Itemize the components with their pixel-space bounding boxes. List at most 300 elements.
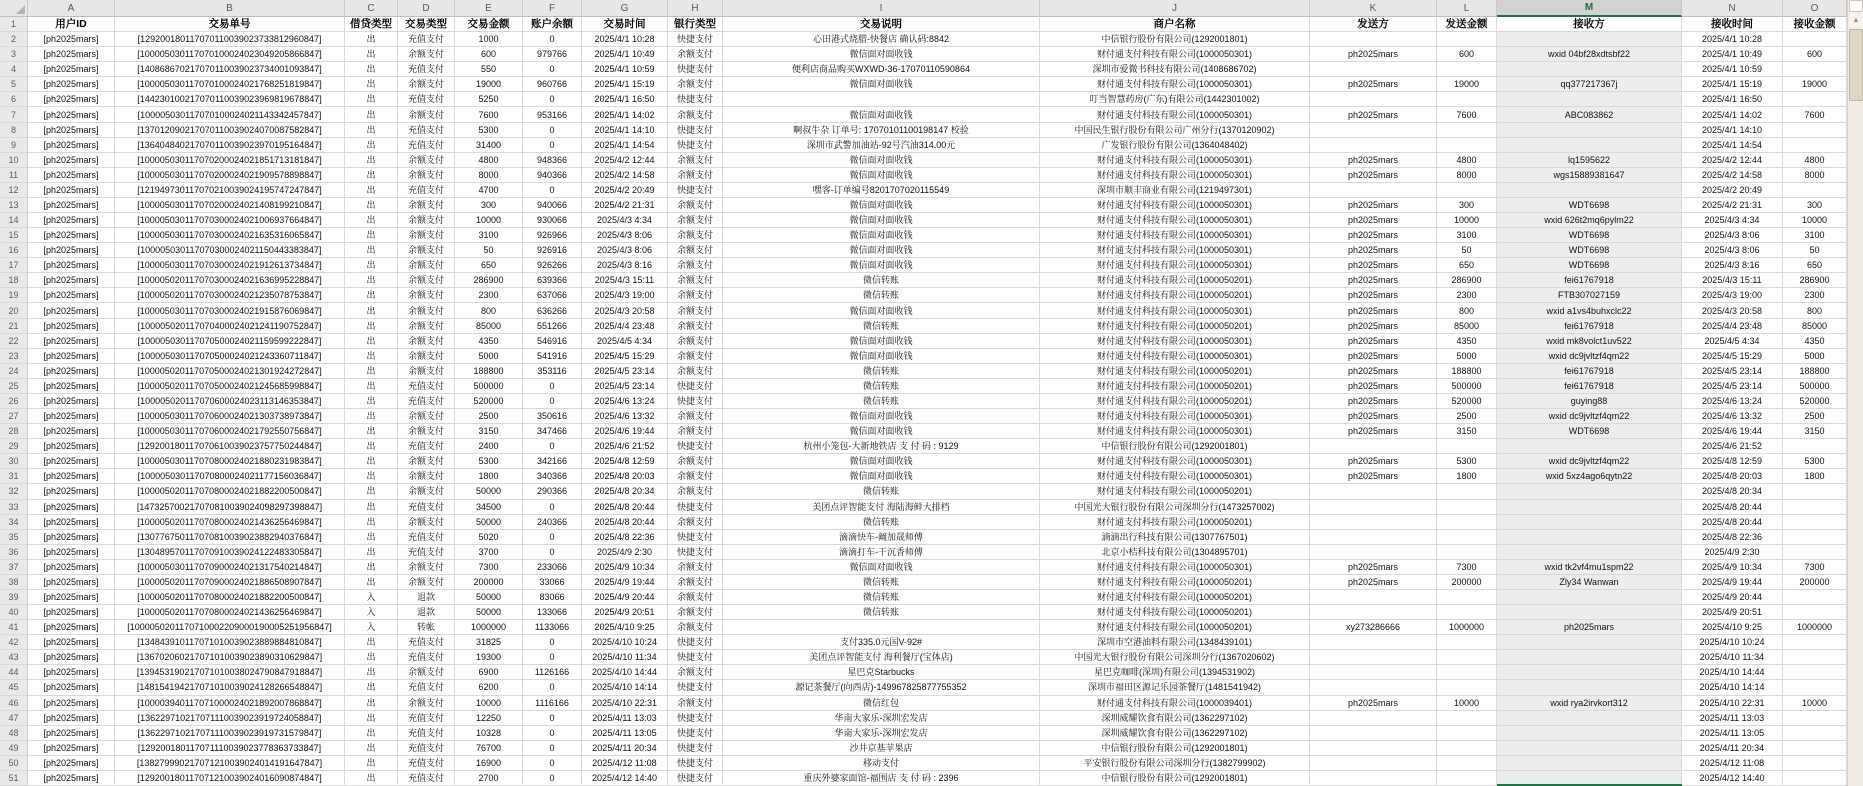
cell-F20[interactable]: 636266: [523, 303, 582, 318]
cell-J3[interactable]: 财付通支付科技有限公司(1000050301): [1040, 47, 1310, 62]
cell-I51[interactable]: 重庆外婆家面馆-福围店 支 付 码 : 2396: [723, 771, 1040, 786]
cell-O8[interactable]: [1783, 123, 1847, 138]
cell-B21[interactable]: [100005020117070400024021241190752847]: [115, 319, 345, 334]
cell-B39[interactable]: [100005020117070800024021882200500847]: [115, 590, 345, 605]
cell-F40[interactable]: 133066: [523, 605, 582, 620]
cell-I44[interactable]: 星巴克Starbucks: [723, 665, 1040, 680]
cell-M32[interactable]: [1497, 484, 1682, 499]
cell-G48[interactable]: 2025/4/11 13:05: [582, 726, 668, 741]
cell-L22[interactable]: 4350: [1437, 334, 1497, 349]
cell-E39[interactable]: 50000: [455, 590, 523, 605]
cell-G11[interactable]: 2025/4/2 14:58: [582, 168, 668, 183]
cell-N37[interactable]: 2025/4/9 10:34: [1682, 560, 1783, 575]
cell-B4[interactable]: [140868670217070110039023734001093847]: [115, 62, 345, 77]
cell-C38[interactable]: 出: [345, 575, 398, 590]
cell-B20[interactable]: [100005030117070300024021915876069847]: [115, 303, 345, 318]
cell-B3[interactable]: [100005030117070100024023049205866847]: [115, 47, 345, 62]
cell-D4[interactable]: 充值支付: [398, 62, 455, 77]
cell-J51[interactable]: 中信银行股份有限公司(1292001801): [1040, 771, 1310, 786]
row-number[interactable]: 19: [0, 288, 28, 303]
cell-J47[interactable]: 深圳威耀饮食有限公司(1362297102): [1040, 711, 1310, 726]
cell-O5[interactable]: 19000: [1783, 77, 1847, 92]
cell-F6[interactable]: 0: [523, 92, 582, 107]
cell-J1[interactable]: 商户名称: [1040, 17, 1310, 32]
cell-D1[interactable]: 交易类型: [398, 17, 455, 32]
cell-K46[interactable]: ph2025mars: [1310, 696, 1437, 711]
cell-J31[interactable]: 财付通支付科技有限公司(1000050301): [1040, 469, 1310, 484]
cell-N48[interactable]: 2025/4/11 13:05: [1682, 726, 1783, 741]
cell-E20[interactable]: 800: [455, 303, 523, 318]
cell-A25[interactable]: [ph2025mars]: [28, 379, 115, 394]
cell-L28[interactable]: 3150: [1437, 424, 1497, 439]
cell-E38[interactable]: 200000: [455, 575, 523, 590]
cell-A24[interactable]: [ph2025mars]: [28, 364, 115, 379]
cell-N13[interactable]: 2025/4/2 21:31: [1682, 198, 1783, 213]
cell-D8[interactable]: 充值支付: [398, 123, 455, 138]
cell-I7[interactable]: 微信面对面收钱: [723, 107, 1040, 122]
cell-H37[interactable]: 余额支付: [668, 560, 723, 575]
cell-B32[interactable]: [100005020117070800024021882200500847]: [115, 484, 345, 499]
cell-I23[interactable]: 微信面对面收钱: [723, 349, 1040, 364]
cell-C7[interactable]: 出: [345, 107, 398, 122]
cell-L1[interactable]: 发送金额: [1437, 17, 1497, 32]
cell-A36[interactable]: [ph2025mars]: [28, 545, 115, 560]
cell-K44[interactable]: [1310, 665, 1437, 680]
cell-J18[interactable]: 财付通支付科技有限公司(1000050201): [1040, 273, 1310, 288]
cell-O17[interactable]: 650: [1783, 258, 1847, 273]
cell-J36[interactable]: 北京小桔科技有限公司(1304895701): [1040, 545, 1310, 560]
cell-F47[interactable]: 0: [523, 711, 582, 726]
cell-H40[interactable]: 余额支付: [668, 605, 723, 620]
cell-B51[interactable]: [129200180117071210039024016090874847]: [115, 771, 345, 786]
cell-F10[interactable]: 948366: [523, 153, 582, 168]
cell-D49[interactable]: 充值支付: [398, 741, 455, 756]
cell-E15[interactable]: 3100: [455, 228, 523, 243]
cell-G20[interactable]: 2025/4/3 20:58: [582, 303, 668, 318]
cell-O50[interactable]: [1783, 756, 1847, 771]
cell-I31[interactable]: 微信面对面收钱: [723, 469, 1040, 484]
cell-M43[interactable]: [1497, 650, 1682, 665]
cell-N35[interactable]: 2025/4/8 22:36: [1682, 530, 1783, 545]
cell-C30[interactable]: 出: [345, 454, 398, 469]
cell-D16[interactable]: 余额支付: [398, 243, 455, 258]
cell-O29[interactable]: [1783, 439, 1847, 454]
cell-F24[interactable]: 353116: [523, 364, 582, 379]
cell-N6[interactable]: 2025/4/1 16:50: [1682, 92, 1783, 107]
cell-O20[interactable]: 800: [1783, 303, 1847, 318]
cell-B11[interactable]: [100005030117070200024021909578898847]: [115, 168, 345, 183]
cell-E7[interactable]: 7600: [455, 107, 523, 122]
cell-E46[interactable]: 10000: [455, 696, 523, 711]
scroll-up-button[interactable]: [1849, 13, 1863, 28]
column-letter-O[interactable]: O: [1783, 0, 1847, 17]
cell-A21[interactable]: [ph2025mars]: [28, 319, 115, 334]
cell-M21[interactable]: fei61767918: [1497, 319, 1682, 334]
cell-C51[interactable]: 出: [345, 771, 398, 786]
cell-A23[interactable]: [ph2025mars]: [28, 349, 115, 364]
cell-E50[interactable]: 16900: [455, 756, 523, 771]
cell-N8[interactable]: 2025/4/1 14:10: [1682, 123, 1783, 138]
cell-H8[interactable]: 快捷支付: [668, 123, 723, 138]
cell-F26[interactable]: 0: [523, 394, 582, 409]
scroll-split-handle[interactable]: [1849, 0, 1863, 12]
cell-J9[interactable]: 广发银行股份有限公司(1364048402): [1040, 138, 1310, 153]
cell-O10[interactable]: 4800: [1783, 153, 1847, 168]
cell-H10[interactable]: 余额支付: [668, 153, 723, 168]
cell-E25[interactable]: 500000: [455, 379, 523, 394]
cell-L20[interactable]: 800: [1437, 303, 1497, 318]
cell-J27[interactable]: 财付通支付科技有限公司(1000050301): [1040, 409, 1310, 424]
cell-J32[interactable]: 财付通支付科技有限公司(1000050201): [1040, 484, 1310, 499]
cell-H45[interactable]: 快捷支付: [668, 680, 723, 695]
cell-E11[interactable]: 8000: [455, 168, 523, 183]
cell-I14[interactable]: 微信面对面收钱: [723, 213, 1040, 228]
cell-N51[interactable]: 2025/4/12 14:40: [1682, 771, 1783, 786]
cell-B50[interactable]: [138279990217071210039024014191647847]: [115, 756, 345, 771]
cell-K3[interactable]: ph2025mars: [1310, 47, 1437, 62]
cell-M22[interactable]: wxid mk8volct1uv522: [1497, 334, 1682, 349]
cell-A17[interactable]: [ph2025mars]: [28, 258, 115, 273]
cell-D42[interactable]: 充值支付: [398, 635, 455, 650]
cell-F25[interactable]: 0: [523, 379, 582, 394]
cell-E48[interactable]: 10328: [455, 726, 523, 741]
cell-K31[interactable]: ph2025mars: [1310, 469, 1437, 484]
cell-C12[interactable]: 出: [345, 183, 398, 198]
cell-D32[interactable]: 余额支付: [398, 484, 455, 499]
cell-E40[interactable]: 50000: [455, 605, 523, 620]
cell-O32[interactable]: [1783, 484, 1847, 499]
cell-J4[interactable]: 深圳市爱微书科技有限公司(1408686702): [1040, 62, 1310, 77]
cell-L6[interactable]: [1437, 92, 1497, 107]
cell-I20[interactable]: 微信面对面收钱: [723, 303, 1040, 318]
cell-G25[interactable]: 2025/4/5 23:14: [582, 379, 668, 394]
cell-D20[interactable]: 余额支付: [398, 303, 455, 318]
row-number[interactable]: 46: [0, 696, 28, 711]
cell-J26[interactable]: 财付通支付科技有限公司(1000050201): [1040, 394, 1310, 409]
cell-L11[interactable]: 8000: [1437, 168, 1497, 183]
cell-F17[interactable]: 926266: [523, 258, 582, 273]
cell-I1[interactable]: 交易说明: [723, 17, 1040, 32]
cell-E36[interactable]: 3700: [455, 545, 523, 560]
cell-G21[interactable]: 2025/4/4 23:48: [582, 319, 668, 334]
cell-L2[interactable]: [1437, 32, 1497, 47]
cell-N5[interactable]: 2025/4/1 15:19: [1682, 77, 1783, 92]
cell-I46[interactable]: 微信红包: [723, 696, 1040, 711]
row-number[interactable]: 38: [0, 575, 28, 590]
cell-C42[interactable]: 出: [345, 635, 398, 650]
cell-H38[interactable]: 余额支付: [668, 575, 723, 590]
cell-J38[interactable]: 财付通支付科技有限公司(1000050201): [1040, 575, 1310, 590]
cell-M47[interactable]: [1497, 711, 1682, 726]
cell-C39[interactable]: 入: [345, 590, 398, 605]
cell-A38[interactable]: [ph2025mars]: [28, 575, 115, 590]
cell-E24[interactable]: 188800: [455, 364, 523, 379]
cell-M1[interactable]: 接收方: [1497, 17, 1682, 32]
row-number[interactable]: 24: [0, 364, 28, 379]
cell-M42[interactable]: [1497, 635, 1682, 650]
cell-G17[interactable]: 2025/4/3 8:16: [582, 258, 668, 273]
cell-N7[interactable]: 2025/4/1 14:02: [1682, 107, 1783, 122]
row-number[interactable]: 45: [0, 680, 28, 695]
cell-I34[interactable]: 微信转账: [723, 515, 1040, 530]
cell-J5[interactable]: 财付通支付科技有限公司(1000050301): [1040, 77, 1310, 92]
cell-G49[interactable]: 2025/4/11 20:34: [582, 741, 668, 756]
cell-B40[interactable]: [100005020117070800024021436256469847]: [115, 605, 345, 620]
cell-C11[interactable]: 出: [345, 168, 398, 183]
cell-F9[interactable]: 0: [523, 138, 582, 153]
cell-N23[interactable]: 2025/4/5 15:29: [1682, 349, 1783, 364]
cell-A51[interactable]: [ph2025mars]: [28, 771, 115, 786]
cell-A3[interactable]: [ph2025mars]: [28, 47, 115, 62]
cell-B46[interactable]: [100003940117071000024021892007868847]: [115, 696, 345, 711]
cell-O48[interactable]: [1783, 726, 1847, 741]
column-letter-M[interactable]: M: [1497, 0, 1682, 17]
cell-M19[interactable]: FTB307027159: [1497, 288, 1682, 303]
cell-E4[interactable]: 550: [455, 62, 523, 77]
cell-K7[interactable]: ph2025mars: [1310, 107, 1437, 122]
row-number[interactable]: 47: [0, 711, 28, 726]
cell-F42[interactable]: 0: [523, 635, 582, 650]
cell-K38[interactable]: ph2025mars: [1310, 575, 1437, 590]
cell-J35[interactable]: 滴滴出行科技有限公司(1307767501): [1040, 530, 1310, 545]
cell-C27[interactable]: 出: [345, 409, 398, 424]
row-number[interactable]: 51: [0, 771, 28, 786]
cell-D6[interactable]: 充值支付: [398, 92, 455, 107]
cell-L7[interactable]: 7600: [1437, 107, 1497, 122]
cell-D10[interactable]: 余额支付: [398, 153, 455, 168]
cell-L25[interactable]: 500000: [1437, 379, 1497, 394]
cell-C44[interactable]: 出: [345, 665, 398, 680]
cell-K11[interactable]: ph2025mars: [1310, 168, 1437, 183]
cell-F44[interactable]: 1126166: [523, 665, 582, 680]
cell-D35[interactable]: 充值支付: [398, 530, 455, 545]
cell-K16[interactable]: ph2025mars: [1310, 243, 1437, 258]
cell-D37[interactable]: 余额支付: [398, 560, 455, 575]
cell-G50[interactable]: 2025/4/12 11:08: [582, 756, 668, 771]
cell-E2[interactable]: 1000: [455, 32, 523, 47]
cell-J17[interactable]: 财付通支付科技有限公司(1000050301): [1040, 258, 1310, 273]
cell-I6[interactable]: [723, 92, 1040, 107]
cell-M27[interactable]: wxid dc9jvltzf4qm22: [1497, 409, 1682, 424]
cell-M31[interactable]: wxid 5xz4ago6qytn22: [1497, 469, 1682, 484]
cell-C9[interactable]: 出: [345, 138, 398, 153]
cell-C5[interactable]: 出: [345, 77, 398, 92]
cell-B6[interactable]: [144230100217070110039023969819678847]: [115, 92, 345, 107]
cell-B37[interactable]: [100005030117070900024021317540214847]: [115, 560, 345, 575]
cell-O42[interactable]: [1783, 635, 1847, 650]
cell-N21[interactable]: 2025/4/4 23:48: [1682, 319, 1783, 334]
cell-L12[interactable]: [1437, 183, 1497, 198]
cell-L3[interactable]: 600: [1437, 47, 1497, 62]
cell-N40[interactable]: 2025/4/9 20:51: [1682, 605, 1783, 620]
cell-F33[interactable]: 0: [523, 500, 582, 515]
cell-O13[interactable]: 300: [1783, 198, 1847, 213]
cell-H6[interactable]: 快捷支付: [668, 92, 723, 107]
cell-A20[interactable]: [ph2025mars]: [28, 303, 115, 318]
cell-B36[interactable]: [130489570117070910039024122483305847]: [115, 545, 345, 560]
cell-I29[interactable]: 杭州小笼包-大新地铁店 支 付 码 : 9129: [723, 439, 1040, 454]
cell-J39[interactable]: 财付通支付科技有限公司(1000050201): [1040, 590, 1310, 605]
cell-C21[interactable]: 出: [345, 319, 398, 334]
cell-M15[interactable]: WDT6698: [1497, 228, 1682, 243]
cell-A12[interactable]: [ph2025mars]: [28, 183, 115, 198]
cell-B26[interactable]: [100005020117070600024023113146353847]: [115, 394, 345, 409]
cell-M12[interactable]: [1497, 183, 1682, 198]
cell-C37[interactable]: 出: [345, 560, 398, 575]
cell-E32[interactable]: 50000: [455, 484, 523, 499]
cell-D46[interactable]: 余额支付: [398, 696, 455, 711]
row-number[interactable]: 28: [0, 424, 28, 439]
cell-K49[interactable]: [1310, 741, 1437, 756]
cell-E51[interactable]: 2700: [455, 771, 523, 786]
cell-A10[interactable]: [ph2025mars]: [28, 153, 115, 168]
cell-E21[interactable]: 85000: [455, 319, 523, 334]
cell-J6[interactable]: 叮当智慧药房(广东)有限公司(1442301002): [1040, 92, 1310, 107]
cell-M2[interactable]: [1497, 32, 1682, 47]
cell-L31[interactable]: 1800: [1437, 469, 1497, 484]
cell-B45[interactable]: [148154194217071010039024128266548847]: [115, 680, 345, 695]
cell-M35[interactable]: [1497, 530, 1682, 545]
cell-F16[interactable]: 926916: [523, 243, 582, 258]
cell-M25[interactable]: fei61767918: [1497, 379, 1682, 394]
cell-O21[interactable]: 85000: [1783, 319, 1847, 334]
cell-F41[interactable]: 1133066: [523, 620, 582, 635]
cell-H42[interactable]: 快捷支付: [668, 635, 723, 650]
cell-I13[interactable]: 微信面对面收钱: [723, 198, 1040, 213]
cell-D29[interactable]: 充值支付: [398, 439, 455, 454]
cell-B31[interactable]: [100005030117070800024021177156036847]: [115, 469, 345, 484]
cell-G39[interactable]: 2025/4/9 20:44: [582, 590, 668, 605]
cell-G29[interactable]: 2025/4/6 21:52: [582, 439, 668, 454]
cell-C13[interactable]: 出: [345, 198, 398, 213]
cell-J42[interactable]: 深圳市空港油料有限公司(1348439101): [1040, 635, 1310, 650]
cell-O18[interactable]: 286900: [1783, 273, 1847, 288]
cell-D43[interactable]: 充值支付: [398, 650, 455, 665]
cell-D23[interactable]: 余额支付: [398, 349, 455, 364]
cell-L14[interactable]: 10000: [1437, 213, 1497, 228]
row-number[interactable]: 35: [0, 530, 28, 545]
cell-B42[interactable]: [134843910117071010039023889884810847]: [115, 635, 345, 650]
cell-J15[interactable]: 财付通支付科技有限公司(1000050301): [1040, 228, 1310, 243]
cell-B44[interactable]: [139453190217071010038024790847918847]: [115, 665, 345, 680]
cell-G26[interactable]: 2025/4/6 13:24: [582, 394, 668, 409]
cell-N25[interactable]: 2025/4/5 23:14: [1682, 379, 1783, 394]
cell-B2[interactable]: [129200180117070110039023733812960847]: [115, 32, 345, 47]
row-number[interactable]: 1: [0, 17, 28, 32]
cell-H27[interactable]: 余额支付: [668, 409, 723, 424]
cell-C6[interactable]: 出: [345, 92, 398, 107]
cell-O12[interactable]: [1783, 183, 1847, 198]
cell-M6[interactable]: [1497, 92, 1682, 107]
cell-A45[interactable]: [ph2025mars]: [28, 680, 115, 695]
cell-O19[interactable]: 2300: [1783, 288, 1847, 303]
cell-G16[interactable]: 2025/4/3 8:06: [582, 243, 668, 258]
cell-G10[interactable]: 2025/4/2 12:44: [582, 153, 668, 168]
cell-B49[interactable]: [129200180117071110039023778363733847]: [115, 741, 345, 756]
cell-F30[interactable]: 342166: [523, 454, 582, 469]
cell-F7[interactable]: 953166: [523, 107, 582, 122]
select-all-corner[interactable]: [0, 0, 28, 16]
column-letter-D[interactable]: D: [398, 0, 455, 17]
cell-O49[interactable]: [1783, 741, 1847, 756]
cell-L5[interactable]: 19000: [1437, 77, 1497, 92]
cell-C17[interactable]: 出: [345, 258, 398, 273]
cell-D24[interactable]: 余额支付: [398, 364, 455, 379]
cell-A50[interactable]: [ph2025mars]: [28, 756, 115, 771]
cell-B28[interactable]: [100005030117070600024021792550756847]: [115, 424, 345, 439]
row-number[interactable]: 2: [0, 32, 28, 47]
cell-C41[interactable]: 入: [345, 620, 398, 635]
cell-F29[interactable]: 0: [523, 439, 582, 454]
row-number[interactable]: 44: [0, 665, 28, 680]
column-letter-E[interactable]: E: [455, 0, 523, 17]
cell-H23[interactable]: 余额支付: [668, 349, 723, 364]
cell-M13[interactable]: WDT6698: [1497, 198, 1682, 213]
cell-I8[interactable]: 啊叔牛杂 订单号: 17070101100198147 校验: [723, 123, 1040, 138]
cell-D13[interactable]: 余额支付: [398, 198, 455, 213]
cell-A22[interactable]: [ph2025mars]: [28, 334, 115, 349]
cell-D12[interactable]: 充值支付: [398, 183, 455, 198]
cell-K15[interactable]: ph2025mars: [1310, 228, 1437, 243]
cell-E22[interactable]: 4350: [455, 334, 523, 349]
cell-K18[interactable]: ph2025mars: [1310, 273, 1437, 288]
cell-I48[interactable]: 华南大家乐-深圳宏发店: [723, 726, 1040, 741]
cell-H22[interactable]: 余额支付: [668, 334, 723, 349]
row-number[interactable]: 14: [0, 213, 28, 228]
cell-G38[interactable]: 2025/4/9 19:44: [582, 575, 668, 590]
cell-F8[interactable]: 0: [523, 123, 582, 138]
cell-L4[interactable]: [1437, 62, 1497, 77]
cell-D5[interactable]: 余额支付: [398, 77, 455, 92]
row-number[interactable]: 42: [0, 635, 28, 650]
cell-L29[interactable]: [1437, 439, 1497, 454]
row-number[interactable]: 5: [0, 77, 28, 92]
cell-J29[interactable]: 中信银行股份有限公司(1292001801): [1040, 439, 1310, 454]
cell-A6[interactable]: [ph2025mars]: [28, 92, 115, 107]
row-number[interactable]: 30: [0, 454, 28, 469]
column-letter-G[interactable]: G: [582, 0, 668, 17]
cell-O33[interactable]: [1783, 500, 1847, 515]
cell-N22[interactable]: 2025/4/5 4:34: [1682, 334, 1783, 349]
cell-I25[interactable]: 微信转账: [723, 379, 1040, 394]
column-letter-C[interactable]: C: [345, 0, 398, 17]
cell-J50[interactable]: 平安银行股份有限公司深圳分行(1382799902): [1040, 756, 1310, 771]
cell-O46[interactable]: 10000: [1783, 696, 1847, 711]
cell-G34[interactable]: 2025/4/8 20:44: [582, 515, 668, 530]
row-number[interactable]: 41: [0, 620, 28, 635]
cell-L51[interactable]: [1437, 771, 1497, 786]
cell-B1[interactable]: 交易单号: [115, 17, 345, 32]
cell-N26[interactable]: 2025/4/6 13:24: [1682, 394, 1783, 409]
cell-F4[interactable]: 0: [523, 62, 582, 77]
cell-H17[interactable]: 余额支付: [668, 258, 723, 273]
cell-D51[interactable]: 充值支付: [398, 771, 455, 786]
cell-N27[interactable]: 2025/4/6 13:32: [1682, 409, 1783, 424]
cell-J12[interactable]: 深圳市顺丰商业有限公司(1219497301): [1040, 183, 1310, 198]
cell-J14[interactable]: 财付通支付科技有限公司(1000050301): [1040, 213, 1310, 228]
cell-K21[interactable]: ph2025mars: [1310, 319, 1437, 334]
column-letter-B[interactable]: B: [115, 0, 345, 17]
cell-O24[interactable]: 188800: [1783, 364, 1847, 379]
cell-J37[interactable]: 财付通支付科技有限公司(1000050301): [1040, 560, 1310, 575]
cell-D38[interactable]: 余额支付: [398, 575, 455, 590]
cell-A44[interactable]: [ph2025mars]: [28, 665, 115, 680]
cell-I33[interactable]: 美团点评智能支付 海陆海鲜大排档: [723, 500, 1040, 515]
cell-A11[interactable]: [ph2025mars]: [28, 168, 115, 183]
cell-N50[interactable]: 2025/4/12 11:08: [1682, 756, 1783, 771]
cell-O47[interactable]: [1783, 711, 1847, 726]
cell-N2[interactable]: 2025/4/1 10:28: [1682, 32, 1783, 47]
